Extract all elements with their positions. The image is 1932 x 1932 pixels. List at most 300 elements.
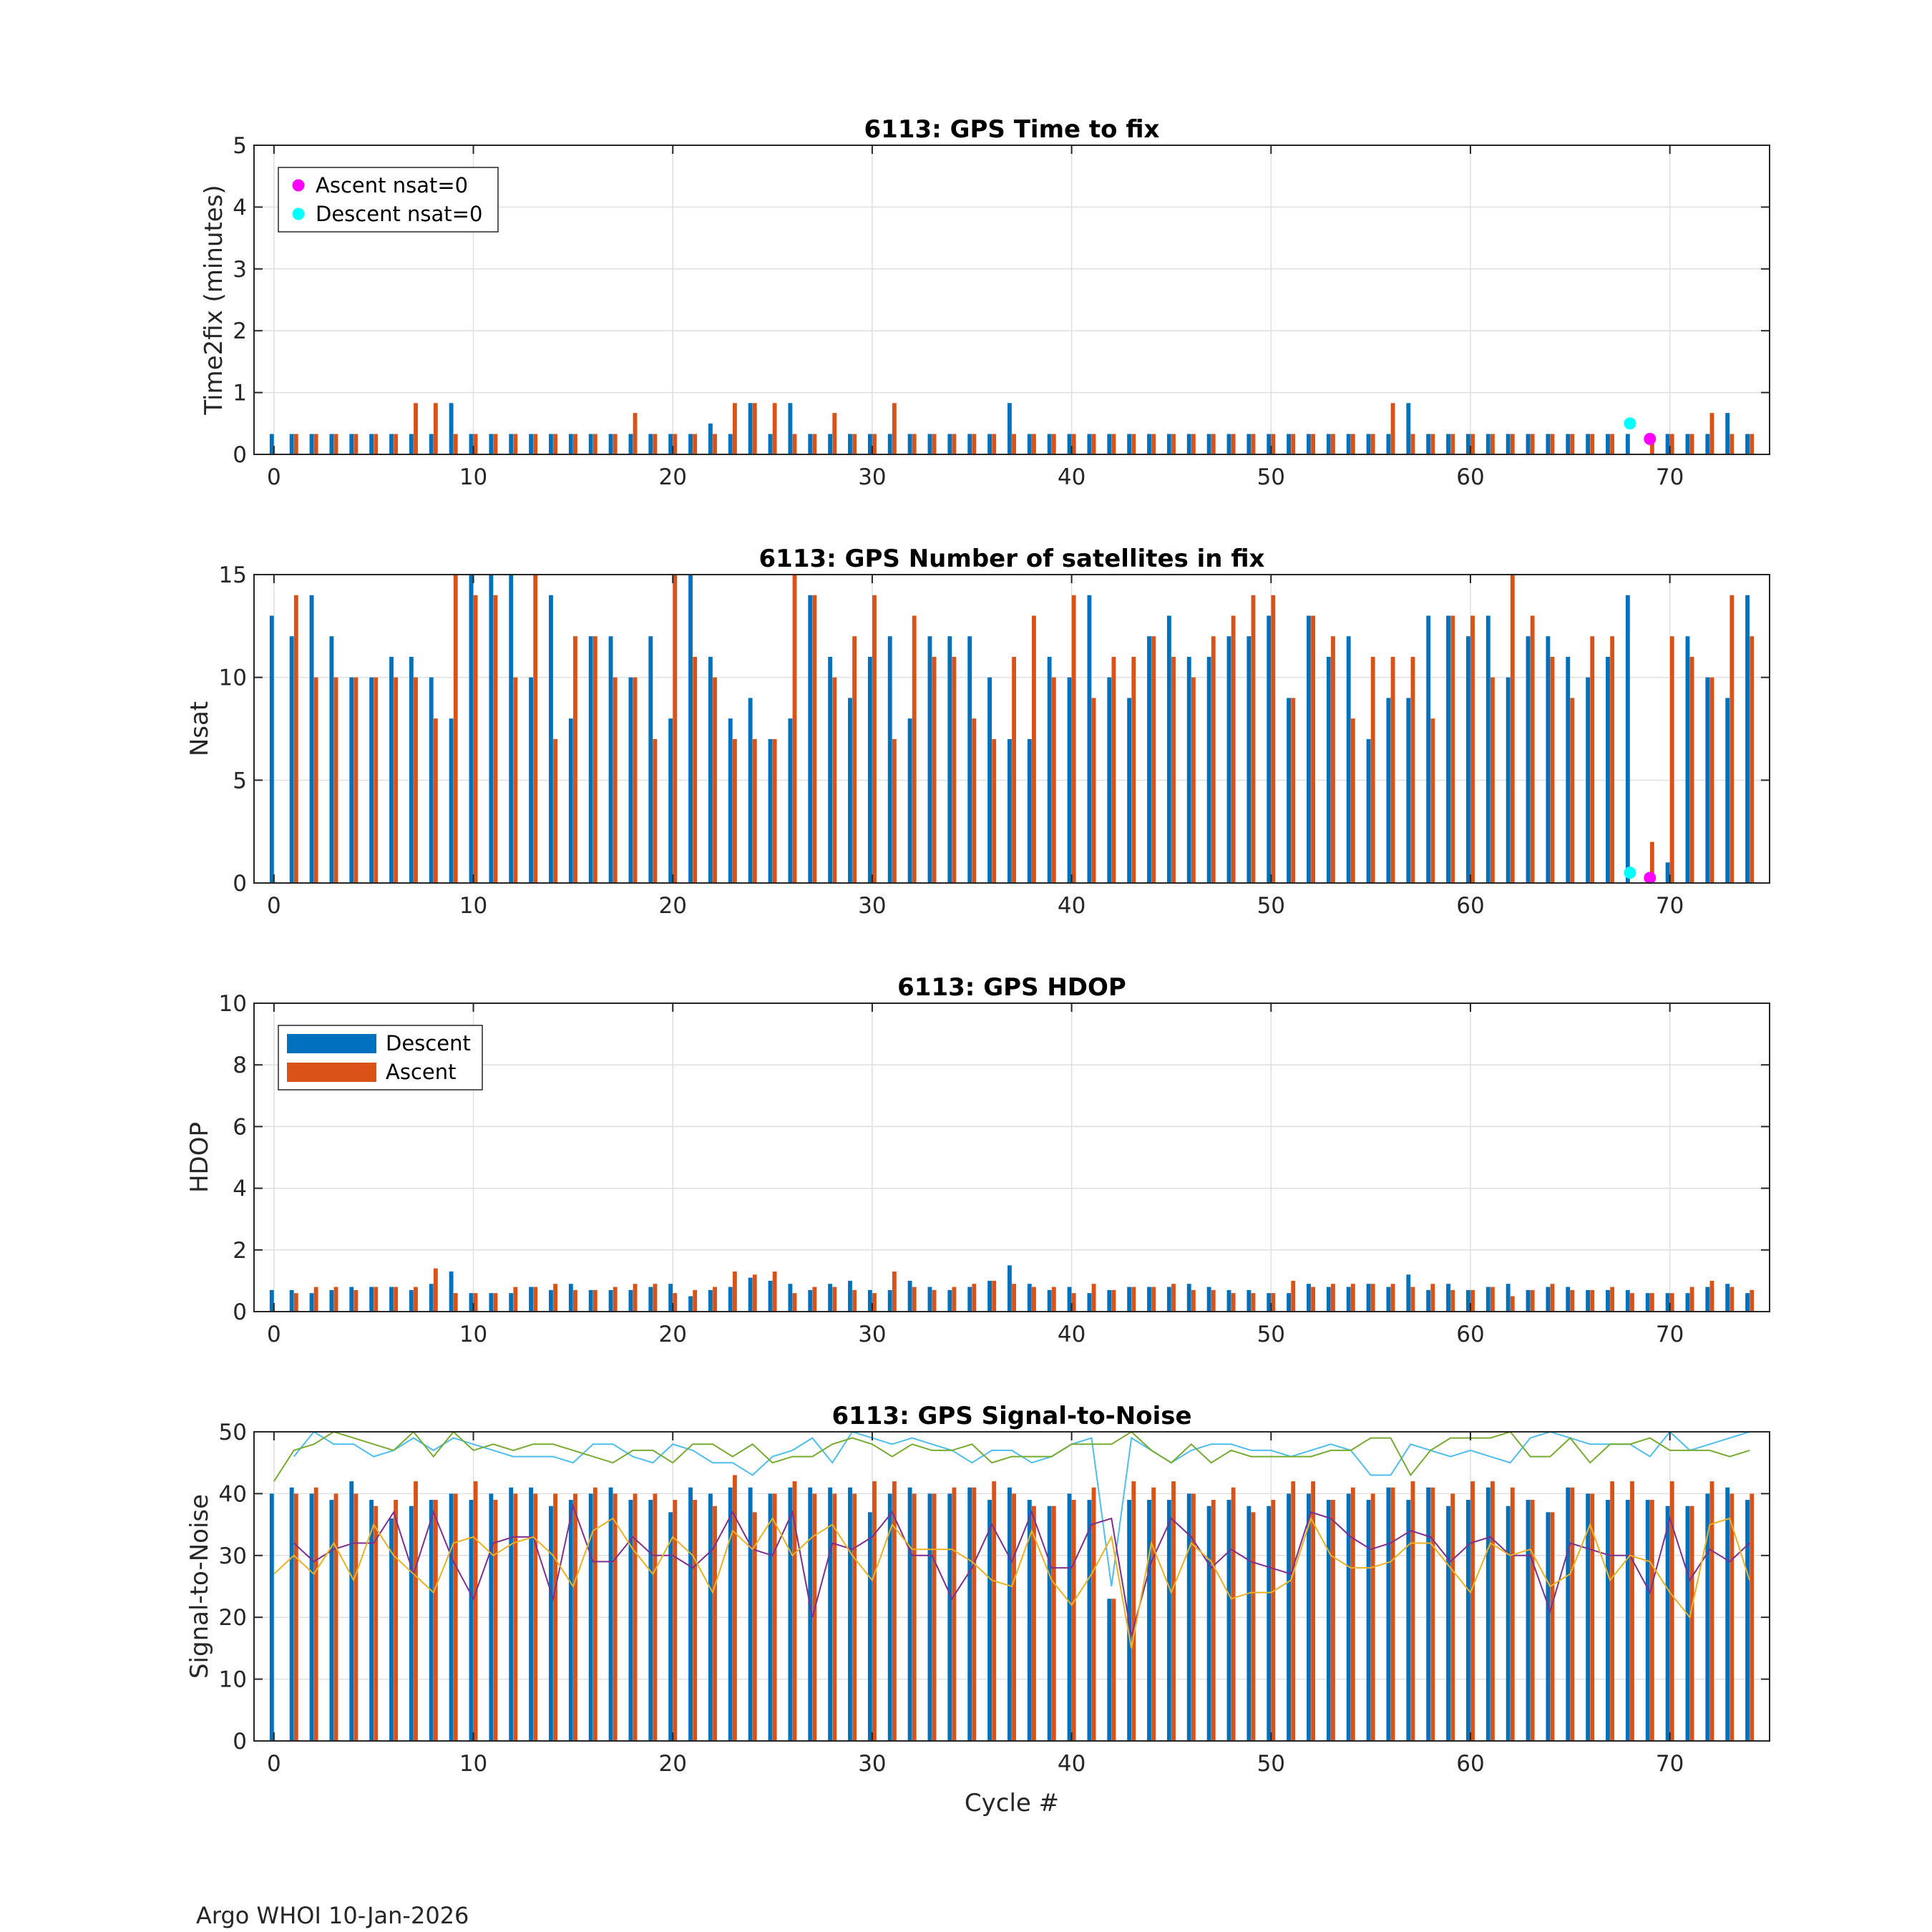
descent-bar <box>429 678 434 883</box>
ascent-bar <box>1032 615 1036 883</box>
x-tick-label: 0 <box>267 893 281 919</box>
ascent-bar <box>1650 1293 1654 1312</box>
descent-bar <box>1466 434 1470 454</box>
descent-bar <box>1227 1290 1231 1312</box>
ascent-bar <box>553 434 557 454</box>
ascent-legend-swatch <box>287 1063 376 1082</box>
descent-bar <box>409 434 414 454</box>
x-tick-label: 40 <box>1057 1751 1086 1777</box>
ascent-bar <box>394 434 398 454</box>
descent-bar <box>1008 739 1012 883</box>
descent-bar <box>1167 1287 1171 1312</box>
descent-bar <box>848 434 852 454</box>
ascent-bar <box>912 1493 917 1741</box>
descent-bar <box>1087 434 1091 454</box>
ascent-bar <box>1590 1290 1594 1312</box>
descent-bar <box>1147 434 1151 454</box>
ascent-nsat0-marker <box>1644 872 1656 884</box>
ascent-bar <box>613 678 618 883</box>
x-tick-label: 40 <box>1057 464 1086 490</box>
ascent-bar <box>912 615 917 883</box>
x-tick-label: 70 <box>1655 1751 1684 1777</box>
ascent-bar <box>1171 434 1176 454</box>
ascent-bar <box>1491 678 1495 883</box>
descent-bar <box>1666 1293 1670 1312</box>
ascent-bar <box>952 434 957 454</box>
descent-bar <box>1626 1500 1630 1741</box>
ascent-bar <box>533 575 537 883</box>
x-tick-label: 50 <box>1257 1322 1286 1347</box>
descent-bar <box>270 1290 274 1312</box>
ascent-bar <box>1211 434 1216 454</box>
descent-bar <box>1725 1488 1729 1741</box>
descent-bar <box>1307 1284 1311 1312</box>
descent-bar <box>788 403 792 454</box>
ascent-bar <box>1092 1284 1096 1312</box>
descent-bar <box>409 1506 414 1741</box>
descent-bar <box>1267 1506 1271 1741</box>
ascent-bar <box>353 434 358 454</box>
y-tick-label: 3 <box>233 256 247 283</box>
descent-bar <box>389 434 394 454</box>
ascent-bar <box>1371 434 1375 454</box>
descent-bar <box>1187 434 1191 454</box>
descent-bar <box>1586 1290 1590 1312</box>
descent-bar <box>1347 1287 1351 1312</box>
ascent-bar <box>653 739 658 883</box>
descent-bar <box>1087 595 1091 883</box>
descent-bar <box>1147 636 1151 883</box>
ascent-bar <box>773 739 777 883</box>
descent-bar <box>1745 1500 1750 1741</box>
ascent-bar <box>872 1293 877 1312</box>
plot-area <box>254 575 1770 883</box>
descent-bar <box>349 678 353 883</box>
descent-bar <box>708 1493 713 1741</box>
ascent-bar <box>1131 1287 1136 1312</box>
descent-bar <box>609 1488 613 1741</box>
descent-bar <box>1506 1506 1511 1741</box>
ascent-bar <box>633 1284 638 1312</box>
descent-bar <box>908 1488 912 1741</box>
ascent-bar <box>1690 1287 1694 1312</box>
ascent-bar <box>573 434 577 454</box>
descent-bar <box>947 434 952 454</box>
descent-bar <box>748 403 753 454</box>
ascent-bar <box>832 1287 836 1312</box>
ascent-bar <box>1690 1506 1694 1741</box>
ascent-bar <box>872 595 877 883</box>
descent-bar <box>310 1493 314 1741</box>
descent-bar <box>987 434 992 454</box>
descent-bar <box>908 718 912 883</box>
x-tick-label: 60 <box>1456 1751 1485 1777</box>
descent-bar <box>967 1287 972 1312</box>
ascent-bar <box>633 413 638 454</box>
y-tick-label: 0 <box>233 1729 247 1755</box>
descent-bar <box>509 575 513 883</box>
descent-bar <box>967 1488 972 1741</box>
ascent-bar <box>613 434 618 454</box>
descent-bar <box>1227 1500 1231 1741</box>
descent-bar <box>1048 657 1052 883</box>
descent-bar <box>1486 615 1491 883</box>
ascent-bar <box>1750 1493 1754 1741</box>
ascent-bar <box>1391 403 1395 454</box>
ascent-bar <box>892 739 897 883</box>
ascent-bar <box>992 739 996 883</box>
ascent-bar <box>1311 615 1315 883</box>
descent-bar <box>1127 434 1131 454</box>
y-tick-label: 10 <box>218 1667 247 1693</box>
descent-bar <box>589 636 593 883</box>
ascent-nsat0-marker <box>1644 433 1656 445</box>
descent-bar <box>648 1500 653 1741</box>
descent-bar <box>1606 1500 1610 1741</box>
descent-bar <box>1725 698 1729 883</box>
chart-panel-3 <box>185 973 1770 1347</box>
ascent-bar <box>1710 1481 1714 1741</box>
descent-bar <box>1406 1500 1410 1741</box>
legend <box>278 1025 482 1090</box>
ascent-bar <box>1470 1481 1475 1741</box>
ascent-bar <box>872 434 877 454</box>
ascent-bar <box>334 678 338 883</box>
ascent-bar <box>454 575 458 883</box>
ascent-bar <box>713 1287 717 1312</box>
ascent-bar <box>1670 434 1674 454</box>
descent-bar <box>1107 1599 1111 1741</box>
descent-bar <box>1686 1506 1690 1741</box>
descent-bar <box>1387 1287 1391 1312</box>
descent-bar <box>1566 434 1570 454</box>
descent-bar <box>1426 1488 1430 1741</box>
descent-bar <box>1127 1287 1131 1312</box>
descent-bar <box>1526 1500 1531 1741</box>
descent-bar <box>1327 1500 1331 1741</box>
descent-bar <box>688 575 693 883</box>
descent-bar <box>1526 434 1531 454</box>
ascent-bar <box>1411 1287 1415 1312</box>
ascent-bar <box>673 434 677 454</box>
ascent-bar <box>513 678 517 883</box>
ascent-bar <box>1131 1481 1136 1741</box>
descent-bar <box>808 595 812 883</box>
ascent-bar <box>1391 657 1395 883</box>
ascent-bar <box>1470 615 1475 883</box>
ascent-bar <box>573 1493 577 1741</box>
x-tick-label: 60 <box>1456 893 1485 919</box>
descent-bar <box>688 1488 693 1741</box>
ascent-bar <box>1391 1284 1395 1312</box>
descent-bar <box>1546 1512 1550 1741</box>
ascent-bar <box>593 636 597 883</box>
legend-label: Ascent nsat=0 <box>316 173 469 197</box>
descent-bar <box>947 1493 952 1741</box>
ascent-bar <box>1630 1293 1634 1312</box>
footer-text: Argo WHOI 10-Jan-2026 <box>196 1902 469 1929</box>
descent-bar <box>728 434 733 454</box>
ascent-bar <box>1491 1287 1495 1312</box>
ascent-bar <box>294 1493 298 1741</box>
ascent-bar <box>1531 615 1535 883</box>
y-tick-label: 5 <box>233 133 247 159</box>
ascent-bar <box>1252 1293 1256 1312</box>
descent-bar <box>1586 678 1590 883</box>
ascent-bar <box>394 1287 398 1312</box>
y-tick-label: 0 <box>233 442 247 468</box>
descent-bar <box>1028 434 1032 454</box>
ascent-bar <box>932 1290 937 1312</box>
descent-bar <box>1107 678 1111 883</box>
ascent-bar <box>1111 657 1116 883</box>
ascent-bar <box>992 434 996 454</box>
ascent-bar <box>1191 1493 1196 1741</box>
descent-bar <box>349 1287 353 1312</box>
descent-bar <box>708 1290 713 1312</box>
ascent-bar <box>1052 434 1056 454</box>
descent-bar <box>329 1290 333 1312</box>
ascent-bar <box>1231 1488 1236 1741</box>
chart-title: 6113: GPS Signal-to-Noise <box>831 1402 1192 1430</box>
ascent-bar <box>1511 1488 1515 1741</box>
descent-bar <box>1705 434 1709 454</box>
descent-bar <box>329 434 333 454</box>
descent-bar <box>1048 1506 1052 1741</box>
ascent-bar <box>334 1493 338 1741</box>
descent-bar <box>1167 1500 1171 1741</box>
descent-bar <box>1307 615 1311 883</box>
descent-bar <box>1426 615 1430 883</box>
descent-bar <box>908 434 912 454</box>
ascent-bar <box>1331 434 1335 454</box>
ascent-bar <box>1750 1290 1754 1312</box>
descent-bar <box>489 1293 493 1312</box>
descent-bar <box>1246 636 1251 883</box>
y-tick-label: 20 <box>218 1605 247 1631</box>
descent-bar <box>1207 434 1211 454</box>
descent-bar <box>1606 657 1610 883</box>
ascent-bar <box>852 636 857 883</box>
descent-bar <box>1745 595 1750 883</box>
x-tick-label: 20 <box>658 1751 687 1777</box>
ascent-bar <box>1570 1290 1574 1312</box>
descent-bar <box>549 1290 553 1312</box>
descent-bar <box>1246 1506 1251 1741</box>
ascent-bar <box>1750 636 1754 883</box>
descent-bar <box>629 678 633 883</box>
ascent-bar <box>992 1481 996 1741</box>
ascent-bar <box>972 1284 976 1312</box>
descent-bar <box>1327 657 1331 883</box>
descent-bar <box>509 1293 513 1312</box>
descent-bar <box>1207 657 1211 883</box>
ascent-bar <box>1351 718 1355 883</box>
ascent-bar <box>1231 1293 1236 1312</box>
ascent-bar <box>1271 434 1275 454</box>
ascent-bar <box>852 1290 857 1312</box>
y-tick-label: 0 <box>233 871 247 897</box>
descent-bar <box>1686 1293 1690 1312</box>
descent-bar <box>1147 1500 1151 1741</box>
ascent-bar <box>1470 1290 1475 1312</box>
descent-bar <box>1586 434 1590 454</box>
x-tick-label: 70 <box>1655 464 1684 490</box>
ascent-bar <box>1012 1284 1016 1312</box>
ascent-bar <box>1252 1512 1256 1741</box>
descent-bar <box>1446 1506 1450 1741</box>
ascent-bar <box>1491 1481 1495 1741</box>
descent-bar <box>1008 403 1012 454</box>
ascent-bar <box>773 1272 777 1312</box>
ascent-bar <box>374 678 378 883</box>
descent-bar <box>1087 1500 1091 1741</box>
descent-bar <box>1246 434 1251 454</box>
descent-bar <box>828 1284 832 1312</box>
ascent-bar <box>793 575 797 883</box>
y-tick-label: 4 <box>233 195 247 221</box>
ascent-bar <box>633 678 638 883</box>
descent-bar <box>529 1287 533 1312</box>
descent-bar <box>529 678 533 883</box>
y-tick-label: 4 <box>233 1176 247 1202</box>
ascent-bar <box>912 1287 917 1312</box>
ascent-bar <box>1570 698 1574 883</box>
descent-bar <box>389 1287 394 1312</box>
ascent-bar <box>872 1481 877 1741</box>
ascent-bar <box>1670 636 1674 883</box>
descent-bar <box>310 434 314 454</box>
ascent-bar <box>1610 636 1614 883</box>
descent-bar <box>1626 434 1630 454</box>
ascent-bar <box>1032 1287 1036 1312</box>
ascent-bar <box>1092 434 1096 454</box>
ascent-bar <box>1072 1293 1076 1312</box>
ascent-bar <box>1252 595 1256 883</box>
descent-bar <box>1127 698 1131 883</box>
descent-bar <box>828 434 832 454</box>
ascent-bar <box>553 1284 557 1312</box>
legend-label: Descent nsat=0 <box>316 202 483 226</box>
descent-bar <box>389 657 394 883</box>
descent-bar <box>1187 657 1191 883</box>
descent-bar <box>609 434 613 454</box>
descent-bar <box>1506 434 1511 454</box>
descent-bar <box>1246 1290 1251 1312</box>
descent-bar <box>987 1500 992 1741</box>
descent-bar <box>509 1488 513 1741</box>
y-axis-label: Time2fix (minutes) <box>200 185 228 415</box>
ascent-bar <box>374 434 378 454</box>
descent-bar <box>769 1493 773 1741</box>
descent-bar <box>369 1287 374 1312</box>
y-axis-label: Signal-to-Noise <box>185 1493 214 1679</box>
ascent-bar <box>673 575 677 883</box>
ascent-bar <box>1291 434 1295 454</box>
descent-bar <box>1068 1287 1072 1312</box>
ascent-bar <box>314 434 318 454</box>
ascent-bar <box>1710 1281 1714 1312</box>
ascent-bar <box>1511 434 1515 454</box>
descent-bar <box>1566 1488 1570 1741</box>
ascent-bar <box>1590 434 1594 454</box>
ascent-bar <box>1729 434 1734 454</box>
x-tick-label: 50 <box>1257 893 1286 919</box>
ascent-bar <box>1491 434 1495 454</box>
ascent-bar <box>1131 657 1136 883</box>
descent-bar <box>928 434 932 454</box>
ascent-bar <box>1690 657 1694 883</box>
descent-bar <box>928 1287 932 1312</box>
ascent-bar <box>334 1287 338 1312</box>
descent-bar <box>668 1512 673 1741</box>
y-tick-label: 2 <box>233 1237 247 1264</box>
ascent-bar <box>613 1287 618 1312</box>
descent-bar <box>668 1284 673 1312</box>
ascent-bar <box>1151 1488 1156 1741</box>
ascent-bar <box>294 595 298 883</box>
ascent-bar <box>454 1493 458 1741</box>
descent-bar <box>369 678 374 883</box>
descent-bar <box>549 595 553 883</box>
ascent-bar <box>1311 434 1315 454</box>
ascent-bar <box>1151 636 1156 883</box>
ascent-bar <box>1371 1284 1375 1312</box>
ascent-bar <box>1291 1281 1295 1312</box>
descent-bar <box>1327 1287 1331 1312</box>
chart-title: 6113: GPS Number of satellites in fix <box>758 545 1265 573</box>
descent-bar <box>629 1290 633 1312</box>
ascent-bar <box>494 434 498 454</box>
ascent-bar <box>1531 1500 1535 1741</box>
ascent-bar <box>1252 434 1256 454</box>
ascent-bar <box>1371 1493 1375 1741</box>
x-tick-label: 10 <box>459 893 488 919</box>
descent-bar <box>888 1290 892 1312</box>
ascent-bar <box>1171 1284 1176 1312</box>
ascent-bar <box>1331 1500 1335 1741</box>
descent-bar <box>290 1290 294 1312</box>
ascent-bar <box>314 1488 318 1741</box>
descent-bar <box>708 424 713 454</box>
descent-bar <box>629 434 633 454</box>
ascent-bar <box>1531 434 1535 454</box>
ascent-bar <box>1351 1284 1355 1312</box>
descent-bar <box>1686 636 1690 883</box>
y-tick-label: 15 <box>218 562 247 588</box>
ascent-bar <box>513 434 517 454</box>
descent-bar <box>290 1488 294 1741</box>
ascent-bar <box>1411 434 1415 454</box>
ascent-bar <box>1052 1506 1056 1741</box>
ascent-bar <box>852 434 857 454</box>
descent-bar <box>888 636 892 883</box>
descent-bar <box>1207 1287 1211 1312</box>
descent-bar <box>1705 678 1709 883</box>
descent-bar <box>1666 1506 1670 1741</box>
ascent-bar <box>1690 434 1694 454</box>
descent-bar <box>748 1488 753 1741</box>
ascent-bar <box>932 434 937 454</box>
descent-bar <box>808 1290 812 1312</box>
ascent-bar <box>1291 1481 1295 1741</box>
descent-bar <box>708 657 713 883</box>
ascent-bar <box>1291 698 1295 883</box>
descent-nsat0-legend-marker <box>293 208 305 220</box>
descent-bar <box>748 1278 753 1312</box>
ascent-bar <box>733 1272 737 1312</box>
descent-bar <box>728 1488 733 1741</box>
